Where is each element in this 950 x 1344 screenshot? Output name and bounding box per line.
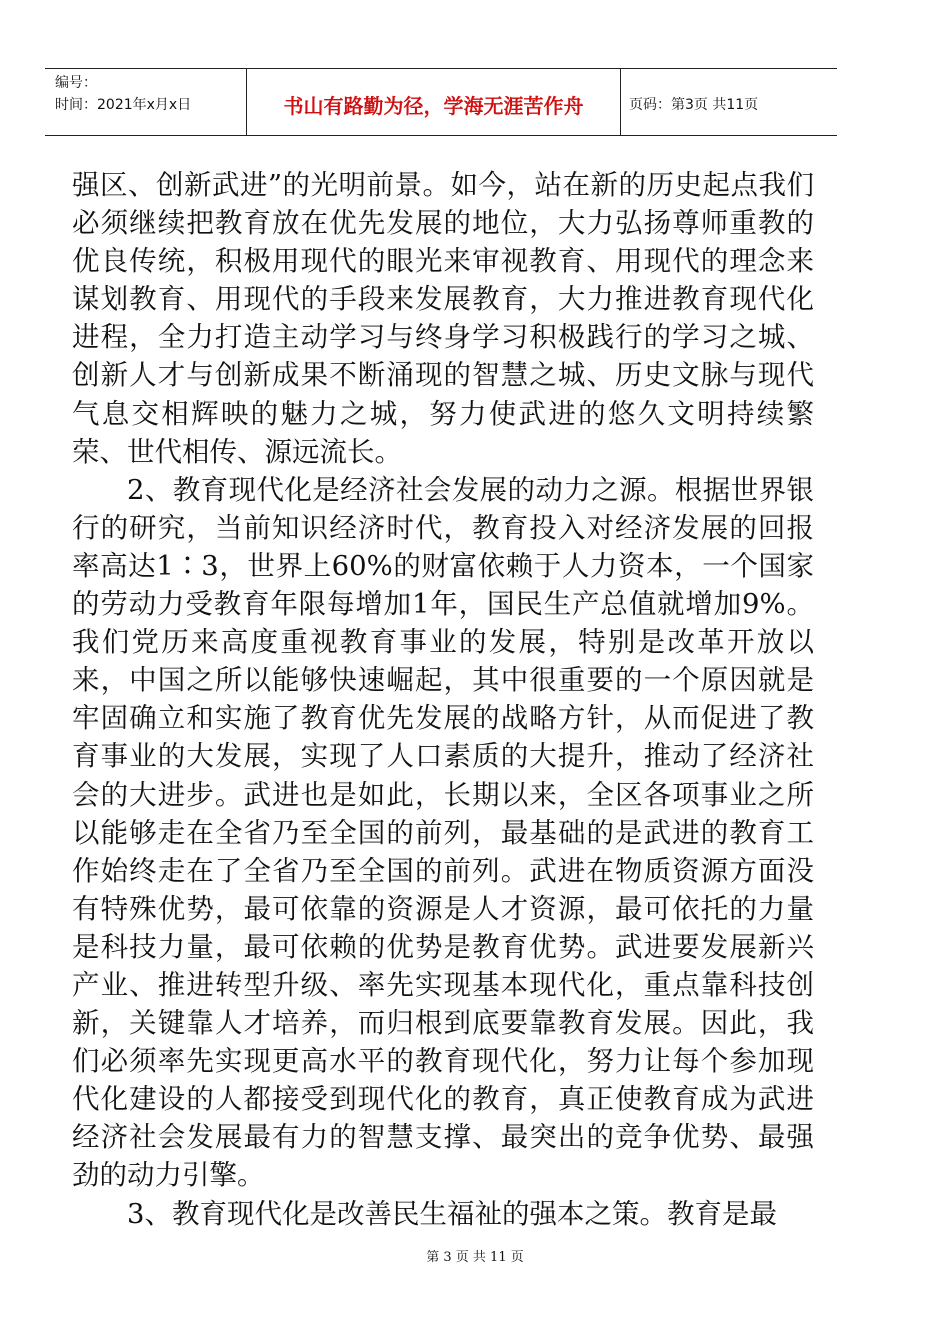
page-header	[45, 68, 837, 136]
header-motto: 书山有路勤为径，学海无涯苦作舟	[283, 93, 584, 118]
paragraph-continuation: 强区、创新武进”的光明前景。如今，站在新的历史起点我们必须继续把教育放在优先发展的地位，大力弘扬尊师重教的优良传统，积极用现代的眼光来审视教育、用现代的理念来谋划教育、用现代的手段来发展教育，大力推进教育现代化进程，全力打造主动学习与终身学习积极践行的学习之城、创新人才与创新成果不断涌现的智慧之城、历史文脉与现代气息交相辉映的魅力之城，努力使武进的悠久文明持续繁荣、世代相传、源远流长。	[72, 169, 814, 468]
page-footer	[0, 1246, 950, 1265]
paragraph-economic-development: 2、教育现代化是经济社会发展的动力之源。根据世界银行的研究，当前知识经济时代，教育投入对经济发展的回报率高达1∶3，世界上60%的财富依赖于人力资本，一个国家的劳动力受教育年限每增加1年，国民生产总值就增加9%。我们党历来高度重视教育事业的发展，特别是改革开放以来，中国之所以能够快速崛起，其中很重要的一个原因就是牢固确立和实施了教育优先发展的战略方针，从而促进了教育事业的大发展，实现了人口素质的大提升，推动了经济社会的大进步。武进也是如此，长期以来，全区各项事业之所以能够走在全省乃至全国的前列，最基础的是武进的教育工作始终走在了全省乃至全国的前列。武进在物质资源方面没有特殊优势，最可依靠的资源是人才资源，最可依托的力量是科技力量，最可依赖的优势是教育优势。武进要发展新兴产业、推进转型升级、率先实现基本现代化，重点靠科技创新，关键靠人才培养，而归根到底要靠教育发展。因此，我们必须率先实现更高水平的教育现代化，努力让每个参加现代化建设的人都接受到现代化的教育，真正使教育成为武进经济社会发展最有力的智慧支撑、最突出的竞争优势、最强劲的动力引擎。	[72, 473, 814, 1192]
header-page-cell	[621, 69, 837, 135]
header-page-number: 页码：第3页 共11页	[629, 97, 759, 113]
paragraph-livelihood: 3、教育现代化是改善民生福祉的强本之策。教育是最	[127, 1197, 777, 1230]
document-body	[72, 166, 814, 1233]
document-time-label: 时间：2021年x月x日	[55, 97, 192, 113]
footer-page-number: 第 3 页 共 11 页	[426, 1250, 524, 1265]
header-motto-cell	[247, 69, 621, 135]
header-meta	[45, 69, 247, 135]
document-number-label: 编号：	[55, 75, 97, 91]
